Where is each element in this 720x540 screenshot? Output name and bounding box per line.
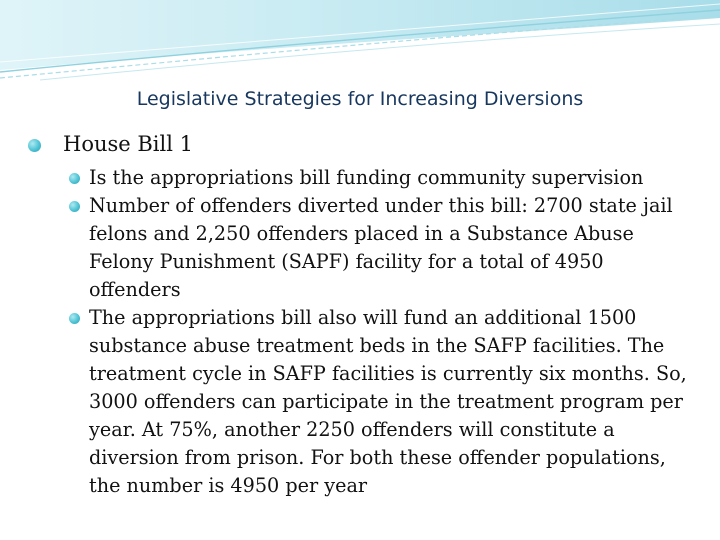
sub-bullet-list bbox=[63, 164, 696, 500]
bullet-dot-icon bbox=[69, 313, 80, 324]
header-band bbox=[0, 0, 720, 70]
bullet-level1-text: House Bill 1 bbox=[63, 132, 193, 156]
bullet-dot-icon bbox=[69, 173, 80, 184]
sub-bullet-item bbox=[63, 192, 696, 304]
bullet-content bbox=[24, 128, 696, 500]
sub-bullet-item bbox=[63, 304, 696, 500]
bullet-dot-icon bbox=[69, 201, 80, 212]
slide-title: Legislative Strategies for Increasing Diversions bbox=[136, 88, 584, 110]
sub-bullet-item bbox=[63, 164, 696, 192]
header-decoration bbox=[0, 0, 720, 90]
sub-bullet-text: The appropriations bill also will fund an additional 1500 substance abuse treatment beds in the SAFP facilities. The treatment cycle in SAFP facilities is currently six months. So, 3000 offenders can participate in the treatment program per year. At 75%, another 2250 offenders will constitute a diversion from prison. For both these offender populations, the number is 4950 per year bbox=[89, 306, 687, 497]
sub-bullet-text: Is the appropriations bill funding community supervision bbox=[89, 166, 644, 189]
bullet-house-bill-1 bbox=[24, 128, 696, 160]
sub-bullet-text: Number of offenders diverted under this bill: 2700 state jail felons and 2,250 offenders placed in a Substance Abuse Felony Punishment (SAPF) facility for a total of 4950 offenders bbox=[89, 194, 673, 301]
bullet-dot-icon bbox=[28, 139, 41, 152]
